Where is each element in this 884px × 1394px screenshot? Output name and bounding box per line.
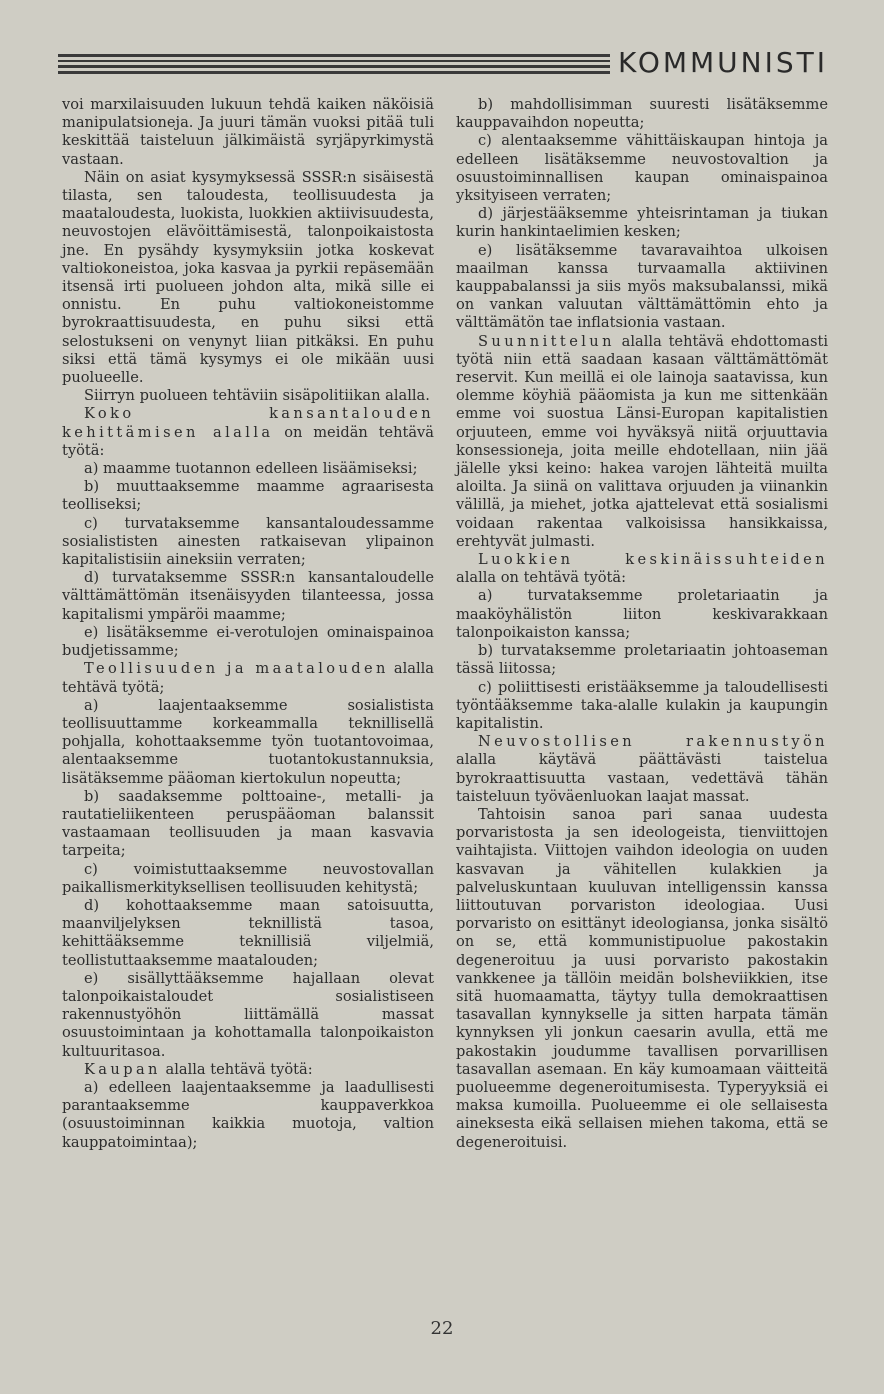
paragraph-text: alalla tehtävä työtä; [62,660,434,696]
paragraph: Näin on asiat kysymyksessä SSSR:n sisäisestä tilasta, sen taloudesta, teollisuudesta ja maataloudesta, luokista, luokkien aktiivisuudesta, neuvostojen elävöittämisestä, talonpoikaistosta jne. En pysähdy kysymyksiin jotka koskevat valtiokoneistoa, joka kasvaa ja pyrkii repäsemään itsensä irti puolueen johdon alta, mikä sille ei onnistu. En puhu valtiokoneistomme byrokraattisuudesta, en puhu siksi että selostukseni on venynyt liian pitkäksi. En puhu siksi että tämä kysymys ei ole mikään uusi puolueelle. [62,168,434,387]
list-item: e) sisällyttääksemme hajallaan olevat talonpoikaistaloudet sosialistiseen rakennustyöhön liittämällä massat osuustoimintaan ja kohottamalla talonpoikaiston kultuuritasoa. [62,969,434,1060]
paragraph: Tahtoisin sanoa pari sanaa uudesta porvaristosta ja sen ideologeista, tienviittojen vaihtajista. Viittojen vaihdon ideologia on uuden kasvavan ja vähitellen kulakkien ja palveluskuntaan kuuluvan intelligenssin kanssa liittoutuvan porvariston ideologiaa. Uusi porvaristo on esittänyt ideologiansa, jonka sisältö on se, että kommunistipuolue pakostakin degeneroituu ja uusi porvaristo pakostakin vankkenee ja tällöin meidän bolsheviikkien, itse sitä huomaamatta, täytyy tulla demokraattisen tasavallan kynnykselle ja sitten harpata tämän kynnyksen yli jonkun caesarin avulla, että me pakostakin joudumme tavallisen porvarillisen tasavallan asemaan. En käy kumoamaan väitteitä puolueemme degeneroitumisesta. Typeryyksiä ei maksa kumoilla. Puolueemme ei ole sellaisesta aineksesta eikä sellaisen miehen takoma, että se degeneroituisi. [456,805,828,1151]
paragraph-text: alalla tehtävä työtä: [160,1060,313,1078]
list-item: a) edelleen laajentaaksemme ja laadullisesti parantaaksemme kauppaverkkoa (osuustoiminnan kaikkia muotoja, valtion kauppatoimintaa); [62,1078,434,1151]
list-item: b) muuttaaksemme maamme agraarisesta teolliseksi; [62,478,434,514]
list-item: c) voimistuttaaksemme neuvostovallan paikallismerkityksellisen teollisuuden kehitystä; [62,860,434,896]
paragraph: Siirryn puolueen tehtäviin sisäpolitiikan alalla. [84,387,430,405]
list-item: d) turvataksemme SSSR:n kansantaloudelle välttämättömän itsenäisyyden tilanteessa, jossa kapitalismi ympäröi maamme; [62,569,434,623]
paragraph-text: alalla tehtävä ehdottomasti työtä niin että saadaan kasaan välttämättömät reservit. Kun meillä ei ole lainoja saatavissa, kun olemme köyhiä pääomista ja kun me sittenkään emme voi suostua Länsi-Europan kapitalistien orjuuteen, emme voi hyväksyä niitä orjuuttavia konsessioneja, joita meille ehdotellaan, niin jää jälelle yksi keino: hakea varojen lähteitä muilta aloilta. Ja siinä on valittava orjuuden ja viinankin välillä, ja miehet, jotka ajattelevat että sosialismi voidaan rakentaa valkoisissa hansikkaissa, erehtyvät julmasti. [456,332,828,550]
list-item: c) turvataksemme kansantaloudessamme sosialististen ainesten ratkaisevan ylipainon kapitalistisiin aineksiin verraten; [62,514,434,569]
list-item: a) maamme tuotannon edelleen lisäämiseksi; [84,460,418,478]
paragraph [456,333,828,551]
paragraph-text: alalla käytävä päättävästi taistelua byrokraattisuutta vastaan, vedettävä tähän taisteluun työväenluokan laajat massat. [456,751,828,805]
header-rules [58,54,610,77]
spaced-heading: Koko kansantalouden kehittämisen alalla [62,405,434,441]
paragraph: voi marxilaisuuden lukuun tehdä kaiken näköisiä manipulatsioneja. Ja juuri tämän vuoksi pitää tuli keskittää taisteluun jälkimäistä syrjäpyrkimystä vastaan. [62,96,434,168]
paragraph-text: on meidän tehtävä työtä: [62,423,434,459]
masthead: KOMMUNISTI [618,46,829,79]
page-header [58,46,838,86]
spaced-heading: Teollisuuden ja maatalouden [84,660,389,678]
list-item: b) saadaksemme polttoaine-, metalli- ja rautatieliikenteen peruspääoman balanssit vastaamaan teollisuuden ja maan kasvavia tarpeita; [62,787,434,860]
list-item: a) laajentaaksemme sosialistista teollisuuttamme korkeammalla teknillisellä pohjalla, kohottaaksemme työn tuotantovoimaa, alentaaksemme tuotantokustannuksia, lisätäksemme pääoman kiertokulun nopeutta; [62,696,434,787]
spaced-heading: Luokkien keskinäissuhteiden [478,551,828,569]
right-column [456,96,828,1152]
list-item: d) järjestääksemme yhteisrintaman ja tiukan kurin hankintaelimien kesken; [456,205,828,241]
paragraph [62,660,434,696]
paragraph [62,1061,434,1079]
list-item: b) mahdollisimman suuresti lisätäksemme kauppavaihdon nopeutta; [456,96,828,132]
paragraph [62,405,434,460]
left-column [62,96,434,1152]
spaced-heading: Neuvostollisen rakennustyön [478,733,828,751]
list-item: b) turvataksemme proletariaatin johtoaseman tässä liitossa; [456,642,828,678]
paragraph [456,733,828,806]
spaced-heading: Kaupan [84,1060,161,1078]
list-item: e) lisätäksemme tavaravaihtoa ulkoisen maailman kanssa turvaamalla aktiivinen kauppabalanssi ja siis myös maksubalanssi, mikä on vankan valuutan välttämättömin ehto ja välttämätön tae inflatsionia vastaan. [456,241,828,332]
page-number: 22 [430,1318,454,1339]
list-item: e) lisätäksemme ei-verotulojen ominaispainoa budjetissamme; [62,623,434,660]
list-item: c) poliittisesti eristääksemme ja taloudellisesti työntääksemme taka-alalle kulakin ja kaupungin kapitalistin. [456,678,828,732]
paragraph [456,551,828,587]
list-item: d) kohottaaksemme maan satoisuutta, maanviljelyksen teknillistä tasoa, kehittääksemme teknillisiä viljelmiä, teollistuttaaksemme maatalouden; [62,896,434,969]
paragraph-text: alalla on tehtävä työtä: [456,569,626,587]
list-item: c) alentaaksemme vähittäiskaupan hintoja ja edelleen lisätäksemme neuvostovaltion ja osuustoiminnallisen kaupan ominaispainoa yksityiseen verraten; [456,132,828,205]
spaced-heading: Suunnittelun [478,332,615,350]
list-item: a) turvataksemme proletariaatin ja maaköyhälistön liiton keskivarakkaan talonpoikaiston kanssa; [456,587,828,641]
